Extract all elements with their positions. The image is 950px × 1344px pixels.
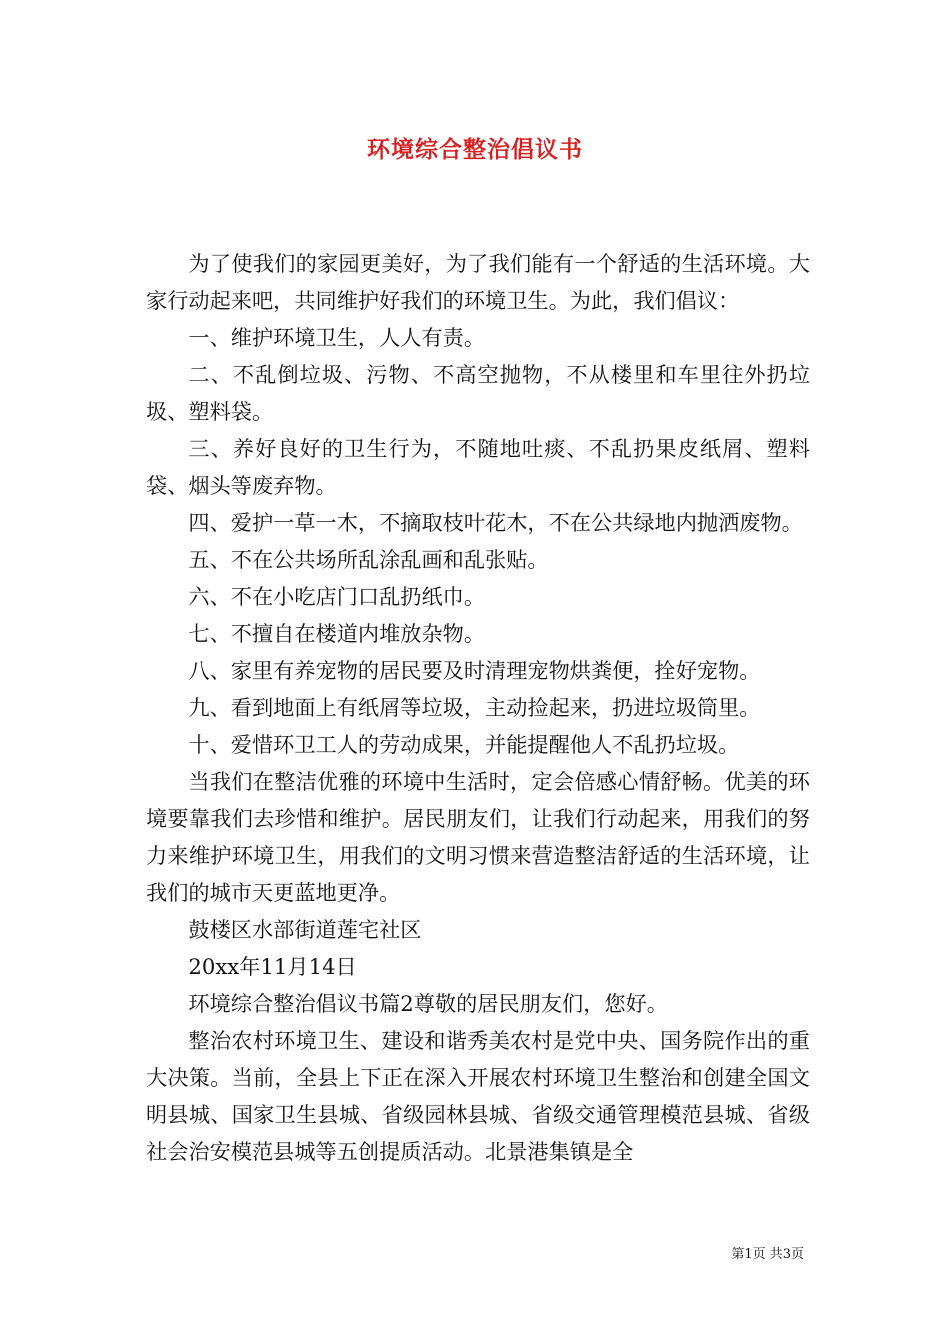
paragraph-second-letter-heading: 环境综合整治倡议书篇2尊敬的居民朋友们，您好。 [188, 991, 668, 1016]
document-body [146, 245, 810, 1170]
paragraph-item-10: 十、爱惜环卫工人的劳动成果，并能提醒他人不乱扔垃圾。 [188, 732, 740, 757]
paragraph-intro: 为了使我们的家园更美好，为了我们能有一个舒适的生活环境。大家行动起来吧，共同维护好我们的环境卫生。为此，我们倡议： [146, 251, 810, 313]
paragraph-item-1: 一、维护环境卫生，人人有责。 [188, 325, 486, 350]
paragraph-item-9: 九、看到地面上有纸屑等垃圾，主动捡起来，扔进垃圾筒里。 [188, 695, 761, 720]
paragraph-item-3: 三、养好良好的卫生行为，不随地吐痰、不乱扔果皮纸屑、塑料袋、烟头等废弃物。 [146, 436, 810, 498]
signature-date: 20xx年11月14日 [188, 954, 357, 979]
paragraph-item-7: 七、不擅自在楼道内堆放杂物。 [188, 621, 486, 646]
document-title: 环境综合整治倡议书 [367, 136, 583, 163]
paragraph-item-4: 四、爱护一草一木，不摘取枝叶花木，不在公共绿地内抛洒废物。 [188, 510, 803, 535]
signature-organization: 鼓楼区水部街道莲宅社区 [188, 917, 422, 942]
paragraph-closing: 当我们在整洁优雅的环境中生活时，定会倍感心情舒畅。优美的环境要靠我们去珍惜和维护。居民朋友们，让我们行动起来，用我们的努力来维护环境卫生，用我们的文明习惯来营造整洁舒适的生活环境，让我们的城市天更蓝地更净。 [146, 769, 810, 905]
page-number: 第1页 共3页 [731, 1247, 804, 1262]
paragraph-item-2: 二、不乱倒垃圾、污物、不高空抛物，不从楼里和车里往外扔垃圾、塑料袋。 [146, 362, 810, 424]
paragraph-item-5: 五、不在公共场所乱涂乱画和乱张贴。 [188, 547, 549, 572]
paragraph-second-letter-body: 整治农村环境卫生、建设和谐秀美农村是党中央、国务院作出的重大决策。当前，全县上下正在深入开展农村环境卫生整治和创建全国文明县城、国家卫生县城、省级园林县城、省级交通管理模范县城、省级社会治安模范县城等五创提质活动。北景港集镇是全 [146, 1028, 810, 1164]
paragraph-item-6: 六、不在小吃店门口乱扔纸巾。 [188, 584, 486, 609]
paragraph-item-8: 八、家里有养宠物的居民要及时清理宠物烘粪便，拴好宠物。 [188, 658, 761, 683]
